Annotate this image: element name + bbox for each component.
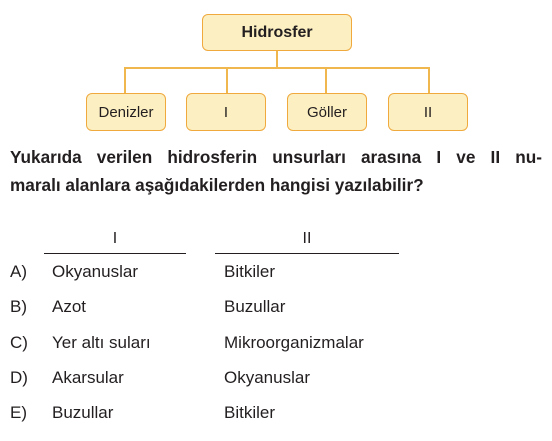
option-a-first: Okyanuslar	[52, 262, 138, 281]
option-a-second: Bitkiler	[224, 262, 276, 281]
root-connector	[276, 51, 278, 68]
question-text	[10, 143, 542, 199]
root-node-hidrosfer: Hidrosfer	[202, 14, 352, 51]
option-e-second: Bitkiler	[224, 403, 276, 422]
option-b-second: Buzullar	[224, 297, 286, 316]
horizontal-connector	[124, 67, 430, 69]
column-header-2: II	[302, 230, 312, 247]
question-line-1: Yukarıda verilen hidrosferin unsurları arasına I ve II nu-	[10, 147, 542, 167]
child-node-goller: Göller	[287, 93, 367, 131]
option-e-letter[interactable]: E)	[10, 403, 27, 422]
option-d-second: Okyanuslar	[224, 368, 310, 387]
option-a-letter[interactable]: A)	[10, 262, 27, 281]
option-d-letter[interactable]: D)	[10, 368, 28, 387]
child-node-i: I	[186, 93, 266, 131]
child-connector-4	[428, 67, 430, 93]
column-rule-2	[215, 253, 399, 254]
child-connector-1	[124, 67, 126, 93]
option-c-first: Yer altı suları	[52, 333, 151, 352]
column-header-1: I	[112, 230, 118, 247]
question-line-2: maralı alanlara aşağıdakilerden hangisi yazılabilir?	[10, 175, 424, 195]
option-d-first: Akarsular	[52, 368, 124, 387]
child-connector-2	[226, 67, 228, 93]
column-rule-1	[44, 253, 186, 254]
option-b-letter[interactable]: B)	[10, 297, 27, 316]
option-b-first: Azot	[52, 297, 87, 316]
option-c-letter[interactable]: C)	[10, 333, 28, 352]
child-node-denizler: Denizler	[86, 93, 166, 131]
option-c-second: Mikroorganizmalar	[224, 333, 364, 352]
child-connector-3	[325, 67, 327, 93]
child-node-ii: II	[388, 93, 468, 131]
option-e-first: Buzullar	[52, 403, 114, 422]
